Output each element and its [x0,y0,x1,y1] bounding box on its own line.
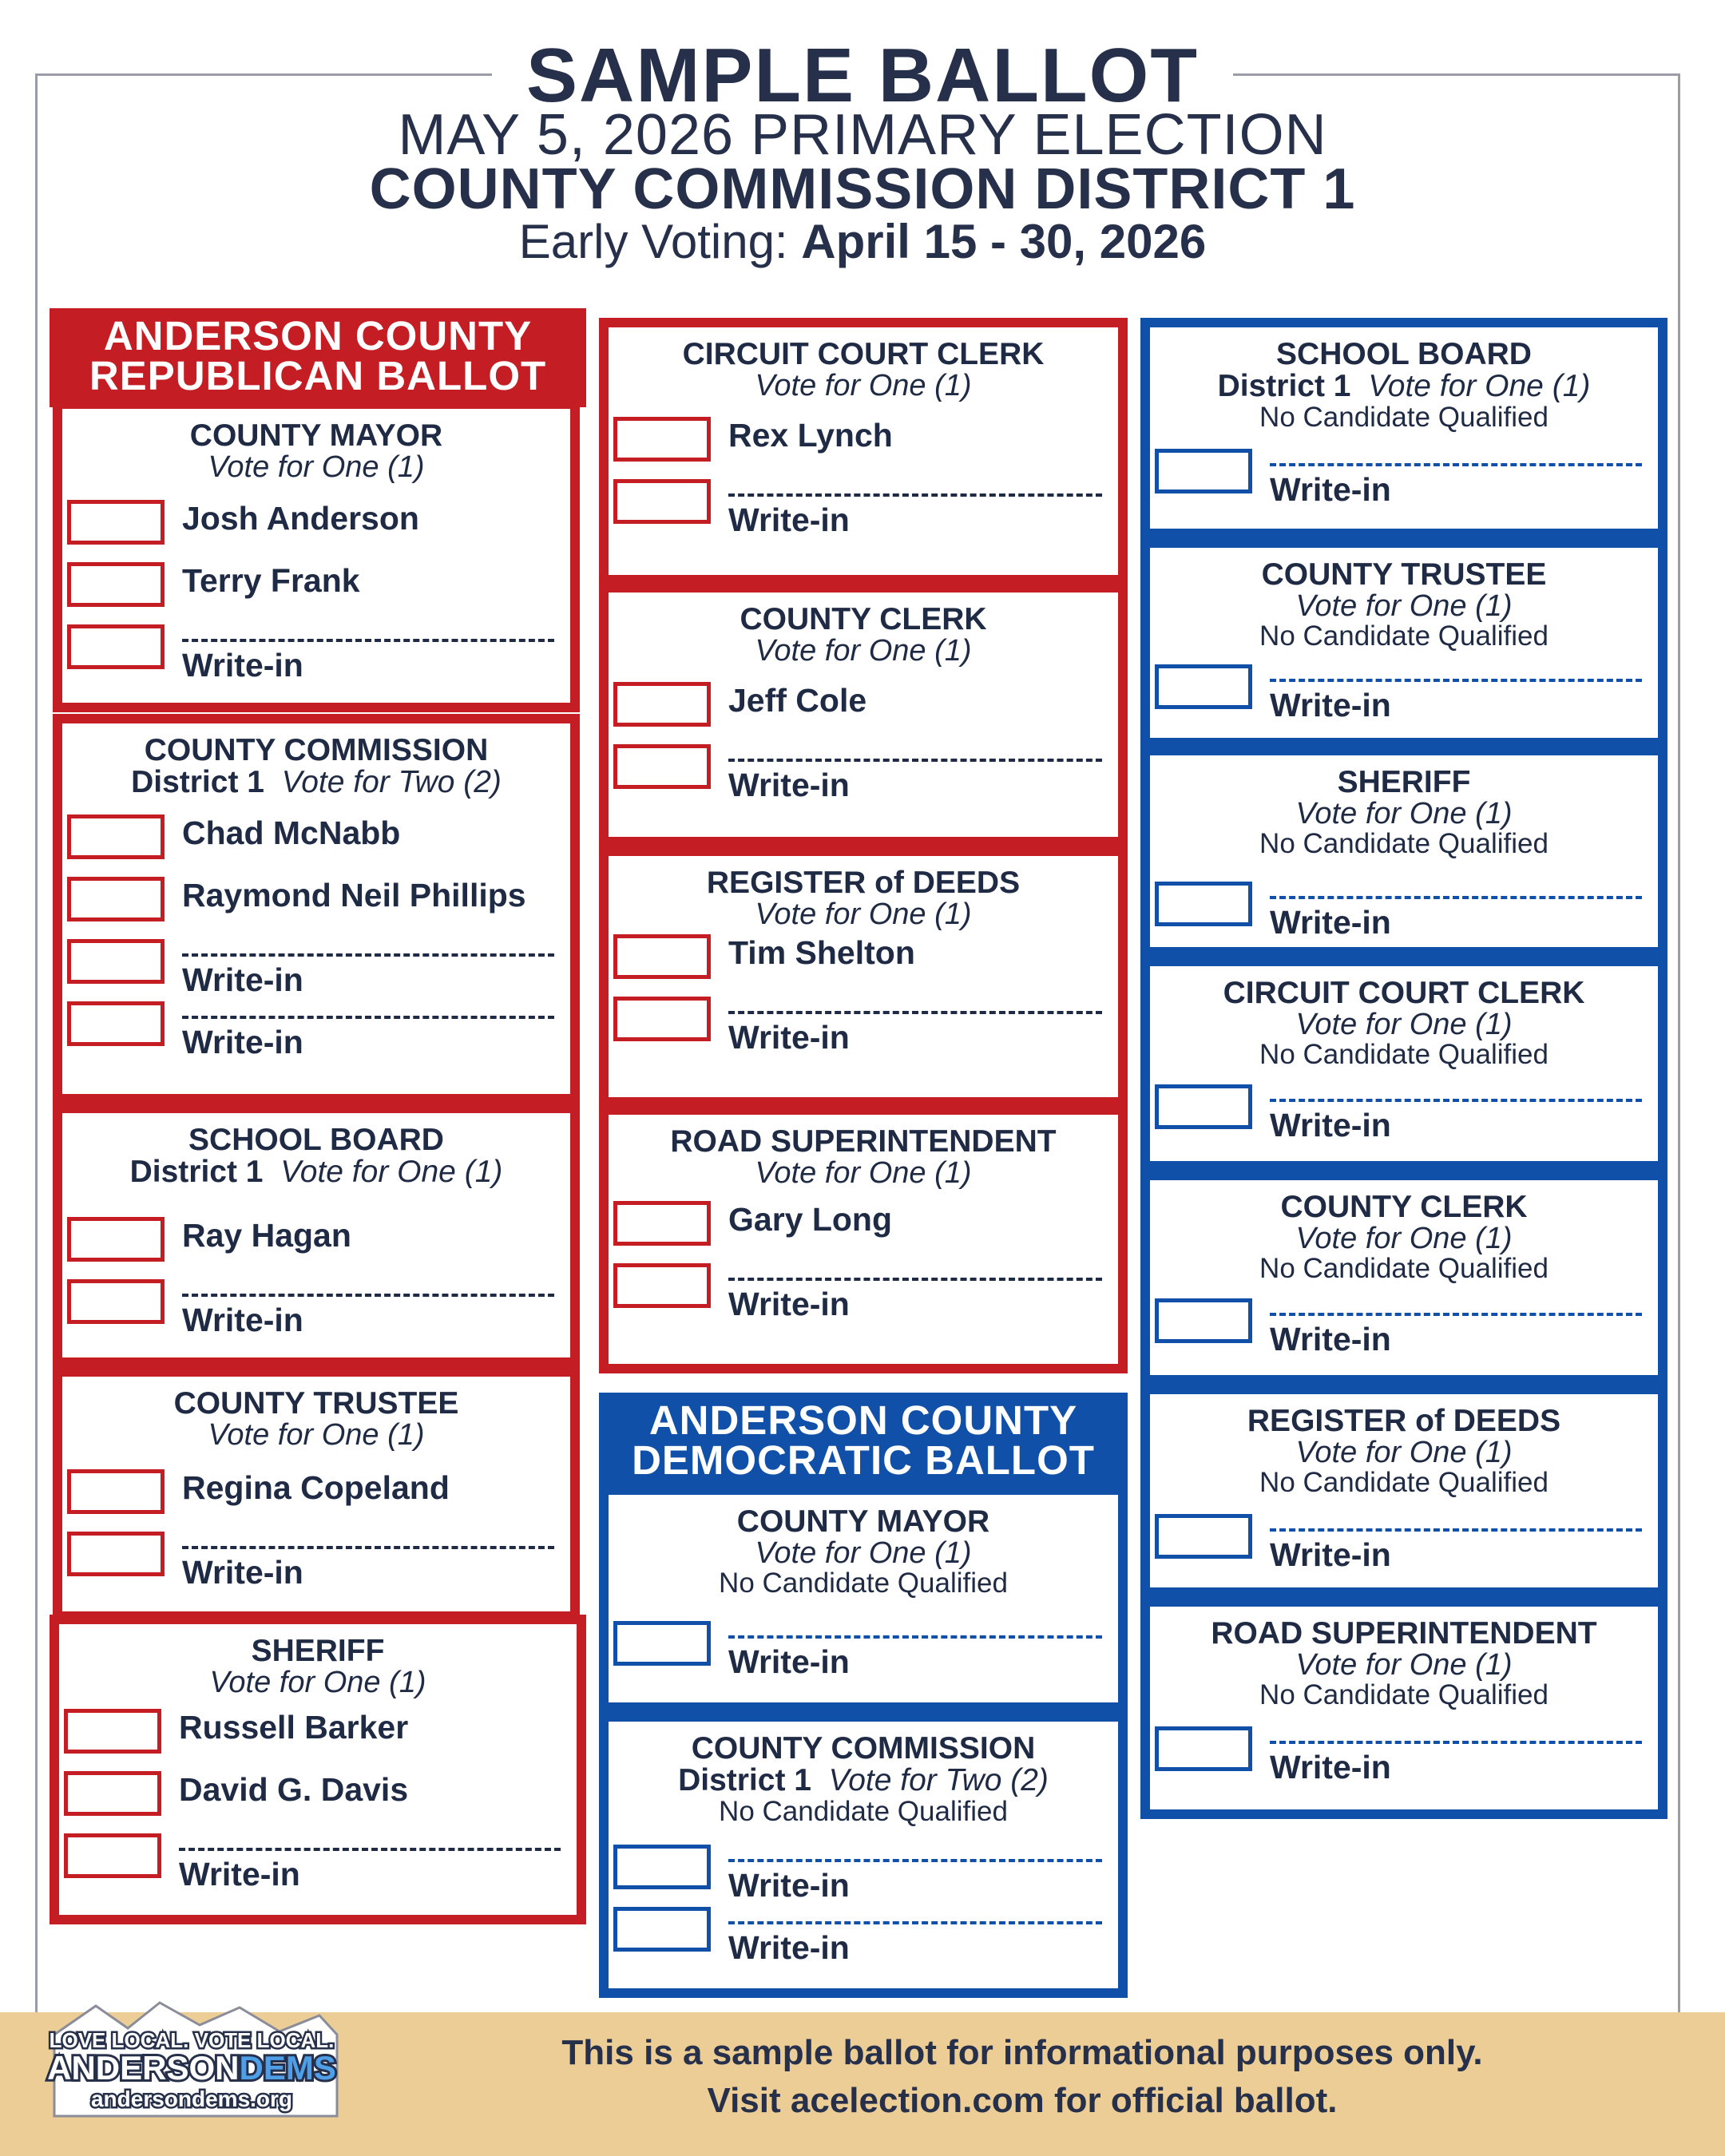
vote-instructions: Vote for One (1) [755,634,972,668]
write-in-label: Write-in [728,1019,850,1056]
office-district: District 1 [131,765,264,799]
write-in-label: Write-in [1270,1107,1391,1143]
republican-banner [50,308,586,407]
office-district-line [62,1156,570,1188]
vote-checkbox[interactable] [67,814,165,859]
office-district: District 1 [678,1763,811,1797]
early-voting-label: Early Voting: [518,215,802,268]
vote-instructions: Vote for One (1) [1295,797,1513,830]
rep-sheriff [50,1615,586,1924]
vote-checkbox[interactable] [613,1845,711,1889]
ballot-title: SAMPLE BALLOT [526,33,1199,118]
candidate-name: Raymond Neil Phillips [182,877,526,914]
write-in-label: Write-in [728,1286,850,1322]
write-in-row [1150,1294,1658,1356]
vote-checkbox[interactable] [67,500,165,545]
write-in-line[interactable] [728,493,1102,497]
anderson-dems-logo [40,1996,343,2124]
vote-checkbox[interactable] [67,1469,165,1514]
candidate-name: Jeff Cole [728,682,867,719]
rep-county-clerk [599,583,1128,846]
vote-instructions: Vote for Two (2) [828,1763,1049,1797]
no-candidate-qualified: No Candidate Qualified [1259,1467,1549,1498]
vote-checkbox[interactable] [67,1532,165,1576]
write-in-label: Write-in [728,1643,850,1680]
candidate-name: Josh Anderson [182,500,419,537]
democratic-banner-line1: ANDERSON COUNTY [648,1397,1078,1443]
write-in-line[interactable] [728,1921,1102,1924]
footer-disclaimer: This is a sample ballot for informational purposes only. [561,2033,1483,2072]
office-title: COUNTY TRUSTEE [173,1386,459,1421]
vote-checkbox[interactable] [67,939,165,984]
office-title: ROAD SUPERINTENDENT [670,1124,1057,1159]
write-in-line[interactable] [728,1859,1102,1862]
early-voting [0,214,1725,269]
write-in-row [62,997,570,1059]
rep-school-board [53,1104,580,1367]
write-in-line[interactable] [1270,1313,1642,1316]
vote-instructions: Vote for One (1) [755,369,972,402]
write-in-line[interactable] [1270,1528,1642,1532]
write-in-label: Write-in [182,1024,303,1060]
logo-url: andersondems.org [90,2087,293,2111]
dem-county-commission [599,1712,1128,1998]
candidate-name: Chad McNabb [182,814,401,851]
frame-left [35,73,38,2012]
vote-instructions: Vote for One (1) [208,1418,425,1452]
dem-register-of-deeds [1140,1385,1668,1597]
no-candidate-qualified: No Candidate Qualified [1259,620,1549,652]
vote-instructions: Vote for One (1) [209,1666,426,1699]
candidate-name: Rex Lynch [728,417,893,454]
write-in-line[interactable] [728,1011,1102,1014]
office-title: SHERIFF [1337,765,1471,799]
write-in-label: Write-in [1270,1749,1391,1785]
no-candidate-qualified: No Candidate Qualified [1259,1679,1549,1710]
democratic-banner-line2: DEMOCRATIC BALLOT [632,1437,1095,1483]
vote-checkbox[interactable] [1155,449,1252,493]
vote-checkbox[interactable] [1155,1726,1252,1771]
write-in-line[interactable] [728,1278,1102,1281]
vote-instructions: Vote for One (1) [755,1536,972,1570]
office-title: SCHOOL BOARD [188,1123,444,1157]
office-district-line [62,767,570,799]
dem-school-board [1140,318,1668,538]
write-in-line[interactable] [1270,463,1642,466]
office-title: SCHOOL BOARD [1276,337,1532,371]
candidate-row [609,1196,1118,1258]
candidate-row [62,1464,570,1527]
logo-tagline: LOVE LOCAL. VOTE LOCAL. [49,2028,335,2052]
office-title: COUNTY TRUSTEE [1261,557,1547,592]
office-title: COUNTY CLERK [740,602,987,636]
candidate-row [62,495,570,557]
vote-checkbox[interactable] [613,479,711,524]
office-title: COUNTY MAYOR [736,1504,990,1539]
vote-instructions: Vote for Two (2) [281,765,502,799]
write-in-label: Write-in [728,1929,850,1966]
write-in-line[interactable] [1270,896,1642,899]
vote-checkbox[interactable] [1155,882,1252,926]
vote-checkbox[interactable] [64,1709,161,1754]
no-candidate-qualified: No Candidate Qualified [1259,1253,1549,1284]
candidate-row [62,810,570,872]
write-in-line[interactable] [1270,679,1642,682]
candidate-row [609,929,1118,992]
vote-instructions: Vote for One (1) [1295,1436,1513,1469]
write-in-row [609,1258,1118,1321]
write-in-label: Write-in [182,961,303,998]
vote-instructions: Vote for One (1) [1295,1648,1513,1682]
write-in-label: Write-in [1270,471,1391,508]
vote-checkbox[interactable] [613,997,711,1041]
dem-circuit-court-clerk [1140,957,1668,1171]
write-in-row [609,474,1118,537]
office-title: COUNTY CLERK [1280,1190,1528,1224]
vote-checkbox[interactable] [1155,664,1252,709]
footer-link-text[interactable]: Visit acelection.com for official ballot. [707,2081,1338,2120]
write-in-row [62,1274,570,1337]
district-name: COUNTY COMMISSION DISTRICT 1 [369,157,1356,221]
candidate-row [609,412,1118,474]
write-in-label: Write-in [728,501,850,538]
candidate-name: Terry Frank [182,562,360,599]
office-district-line [1150,371,1658,402]
vote-instructions: Vote for One (1) [1295,1008,1513,1041]
office-title: ROAD SUPERINTENDENT [1211,1616,1597,1651]
vote-checkbox[interactable] [67,877,165,921]
candidate-name: Ray Hagan [182,1217,351,1254]
write-in-line[interactable] [182,1546,554,1549]
write-in-row [1150,1080,1658,1142]
write-in-label: Write-in [182,1302,303,1338]
office-district: District 1 [129,1155,264,1189]
office-title: SHERIFF [251,1634,385,1668]
write-in-row [1150,660,1658,722]
write-in-row [609,1616,1118,1678]
candidate-name: Gary Long [728,1201,893,1238]
write-in-label: Write-in [728,767,850,803]
vote-checkbox[interactable] [613,1621,711,1666]
write-in-label: Write-in [1270,904,1391,941]
rep-county-mayor [53,399,580,712]
write-in-row [1150,444,1658,506]
vote-checkbox[interactable] [67,1279,165,1324]
write-in-row [609,1902,1118,1964]
vote-instructions: Vote for One (1) [1295,589,1513,623]
write-in-label: Write-in [1270,1536,1391,1573]
vote-checkbox[interactable] [613,1907,711,1952]
republican-banner-line1: ANDERSON COUNTY [103,313,533,359]
candidate-row [59,1704,577,1766]
office-title: COUNTY COMMISSION [144,733,489,767]
write-in-row [1150,1509,1658,1571]
write-in-row [1150,877,1658,939]
candidate-name: Russell Barker [179,1709,409,1746]
dem-sheriff [1140,746,1668,957]
write-in-row [609,992,1118,1054]
no-candidate-qualified: No Candidate Qualified [1259,828,1549,859]
rep-road-superintendent [599,1105,1128,1373]
write-in-line[interactable] [182,953,554,957]
election-name: MAY 5, 2026 PRIMARY ELECTION [398,103,1327,167]
write-in-line[interactable] [728,759,1102,762]
write-in-row [62,1527,570,1589]
vote-checkbox[interactable] [64,1833,161,1878]
no-candidate-qualified: No Candidate Qualified [719,1567,1008,1599]
write-in-line[interactable] [728,1635,1102,1639]
write-in-label: Write-in [182,1554,303,1591]
vote-instructions: Vote for One (1) [1295,1222,1513,1255]
vote-instructions: Vote for One (1) [280,1155,503,1189]
dem-county-trustee [1140,538,1668,747]
write-in-line[interactable] [1270,1741,1642,1744]
write-in-line[interactable] [182,1016,554,1019]
write-in-row [62,934,570,997]
vote-instructions: Vote for One (1) [755,1156,972,1190]
write-in-label: Write-in [182,647,303,684]
vote-checkbox[interactable] [613,417,711,462]
democratic-banner [599,1393,1128,1492]
no-candidate-qualified: No Candidate Qualified [1259,402,1549,433]
write-in-row [609,739,1118,802]
write-in-row [609,1840,1118,1902]
vote-checkbox[interactable] [67,1217,165,1262]
rep-county-commission [53,714,580,1104]
logo-wordmark [47,2049,336,2087]
dem-road-superintendent [1140,1597,1668,1819]
early-voting-dates: April 15 - 30, 2026 [801,215,1207,268]
office-title: COUNTY COMMISSION [691,1731,1036,1766]
candidate-row [609,677,1118,739]
office-title: COUNTY MAYOR [189,418,443,453]
rep-register-of-deeds [599,846,1128,1107]
vote-checkbox[interactable] [1155,1514,1252,1559]
vote-checkbox[interactable] [1155,1084,1252,1129]
candidate-row [59,1766,577,1829]
republican-banner-line2: REPUBLICAN BALLOT [89,353,547,398]
office-district: District 1 [1217,369,1351,403]
vote-instructions: Vote for One (1) [755,898,972,931]
vote-checkbox[interactable] [613,744,711,789]
candidate-name: David G. Davis [179,1771,409,1808]
vote-checkbox[interactable] [613,1263,711,1308]
write-in-label: Write-in [179,1856,300,1892]
write-in-label: Write-in [728,1867,850,1904]
vote-checkbox[interactable] [67,562,165,607]
vote-checkbox[interactable] [613,1201,711,1246]
office-title: REGISTER of DEEDS [706,866,1021,900]
vote-instructions: Vote for One (1) [208,450,425,484]
vote-checkbox[interactable] [1155,1298,1252,1343]
logo-name-anderson: ANDERSON [47,2049,240,2087]
write-in-line[interactable] [182,1294,554,1297]
no-candidate-qualified: No Candidate Qualified [1259,1039,1549,1070]
dem-county-mayor [599,1485,1128,1712]
write-in-row [62,620,570,682]
vote-checkbox[interactable] [67,624,165,669]
dem-county-clerk [1140,1171,1668,1385]
office-title: CIRCUIT COURT CLERK [682,337,1045,371]
frame-right [1678,73,1680,2012]
office-title: CIRCUIT COURT CLERK [1223,976,1585,1010]
vote-instructions: Vote for One (1) [1368,369,1591,403]
write-in-row [59,1829,577,1891]
candidate-name: Tim Shelton [728,934,915,971]
candidate-name: Regina Copeland [182,1469,450,1506]
vote-checkbox[interactable] [613,934,711,979]
rep-county-trustee [53,1367,580,1621]
no-candidate-qualified: No Candidate Qualified [719,1796,1008,1827]
write-in-line[interactable] [182,639,554,642]
candidate-row [62,872,570,934]
candidate-row [62,557,570,620]
vote-checkbox[interactable] [67,1001,165,1046]
candidate-row [62,1212,570,1274]
write-in-line[interactable] [179,1848,561,1851]
write-in-label: Write-in [1270,687,1391,723]
rep-circuit-court-clerk [599,318,1128,585]
write-in-row [1150,1722,1658,1784]
logo-name-dems: DEMS [239,2049,336,2087]
office-district-line [609,1765,1118,1797]
office-title: REGISTER of DEEDS [1247,1404,1561,1438]
write-in-line[interactable] [1270,1099,1642,1102]
vote-checkbox[interactable] [613,682,711,727]
write-in-label: Write-in [1270,1321,1391,1357]
vote-checkbox[interactable] [64,1771,161,1816]
